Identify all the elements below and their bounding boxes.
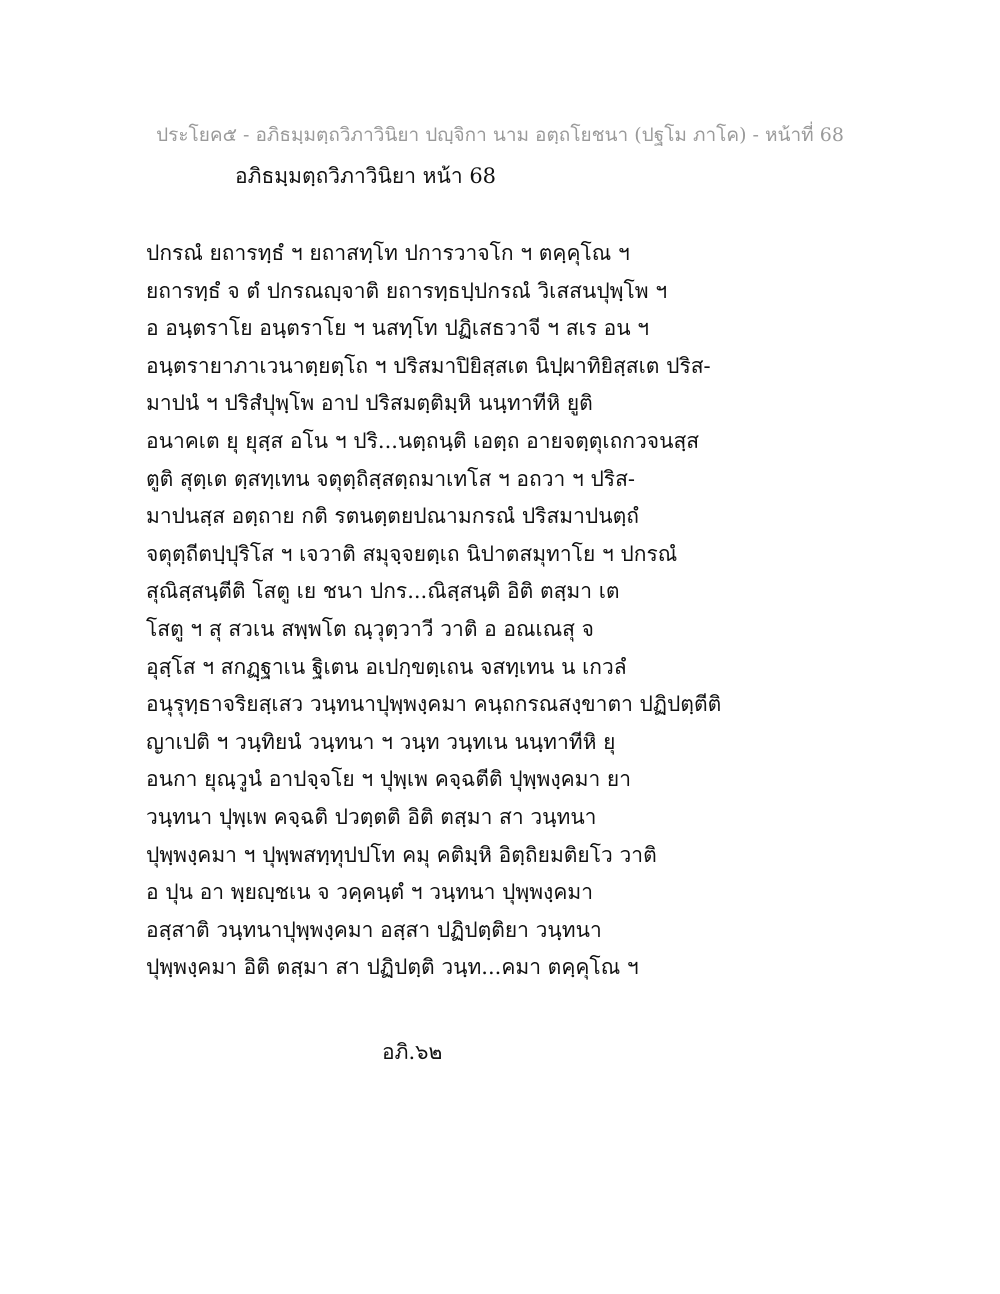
text-line: อ ปุน อา พฺยญฺชเน จ วคฺคนฺตํ ฯ วนฺทนา ปุพฺพงฺคมา [146,880,593,905]
text-line: อนฺตรายาภาเวนาตฺยตฺโถ ฯ ปริสมาปิยิสฺสเต นิปฺผาทิยิสฺสเต ปริส- [146,353,711,378]
body-text [146,235,722,987]
text-line: ตูติ สุตฺเต ตฺสทฺเทน จตุตฺถิสฺสตฺถมาเทโส ฯ อถวา ฯ ปริส- [146,466,635,491]
page-subtitle: อภิธมฺมตฺถวิภาวินิยา หน้า 68 [235,164,497,188]
running-header: ประโยค๕ - อภิธมฺมตฺถวิภาวินิยา ปญฺจิกา นาม อตฺถโยชนา (ปฐโม ภาโค) - หน้าที่ 68 [156,124,844,146]
text-line: อนุรุทฺธาจริยสฺเสว วนฺทนาปุพฺพงฺคมา คนฺถกรณสงฺขาตา ปฏิปตฺตีติ [146,692,722,717]
text-line: วนฺทนา ปุพฺเพ คจฺฉติ ปวตฺตติ อิติ ตสฺมา สา วนฺทนา [146,804,597,829]
text-line: จตุตฺถีตปฺปุริโส ฯ เจวาติ สมุจฺจยตฺเถ นิปาตสมุทาโย ฯ ปกรณํ [146,541,678,566]
text-line: สุณิสฺสนฺตีติ โสตู เย ชนา ปกร...ณิสฺสนฺติ อิติ ตสฺมา เต [146,579,620,604]
text-line: อสฺสาติ วนฺทนาปุพฺพงฺคมา อสฺสา ปฏิปตฺติยา วนฺทนา [146,917,602,942]
text-line: อนาคเต ยุ ยุสฺส อโน ฯ ปริ...นตฺถนฺติ เอตฺถ อายจตฺตุเถกวจนสฺส [146,428,700,453]
text-line: มาปนสฺส อตฺถาย กติ รตนตฺตยปณามกรณํ ปริสมาปนตฺถํ [146,504,639,529]
text-line: อนกา ยุณฺวูนํ อาปจฺจโย ฯ ปุพฺเพ คจฺฉตีติ ปุพฺพงฺคมา ยา [146,767,632,792]
text-line: ปุพฺพงฺคมา ฯ ปุพฺพสทฺทุปปโท คมุ คติมฺหิ อิตฺถิยมติยโว วาติ [146,842,657,867]
text-line: อ อนฺตราโย อนฺตราโย ฯ นสทฺโท ปฏิเสธวาจี ฯ สเร อน ฯ [146,316,650,341]
text-line: มาปนํ ฯ ปริสํปุพฺโพ อาป ปริสมตฺติมฺหิ นนฺทาทีหิ ยูติ [146,391,593,416]
text-line: ปุพฺพงฺคมา อิติ ตสฺมา สา ปฏิปตฺติ วนฺท...คมา ตคฺคุโณ ฯ [146,955,639,980]
page-number: อภิ.๖๒ [382,1040,443,1064]
text-line: โสตู ฯ สุ สวเน สพฺพโต ณฺวุตฺวาวี วาติ อ อณเณสุ จ [146,616,594,641]
text-line: อุสฺโส ฯ สกฏฺฐาเน ฐิเตน อเปกฺขตฺเถน จสทฺเทน น เกวลํ [146,654,627,679]
text-line: ปกรณํ ยถารทฺธํ ฯ ยถาสทฺโท ปการวาจโก ฯ ตคฺคุโณ ฯ [146,241,630,265]
text-line: ญาเปติ ฯ วนฺทิยนํ วนฺทนา ฯ วนฺท วนฺทเน นนฺทาทีหิ ยุ [146,729,616,754]
text-line: ยถารทฺธํ จ ตํ ปกรณญฺจาติ ยถารทฺธปฺปกรณํ วิเสสนปุพฺโพ ฯ [146,278,668,303]
